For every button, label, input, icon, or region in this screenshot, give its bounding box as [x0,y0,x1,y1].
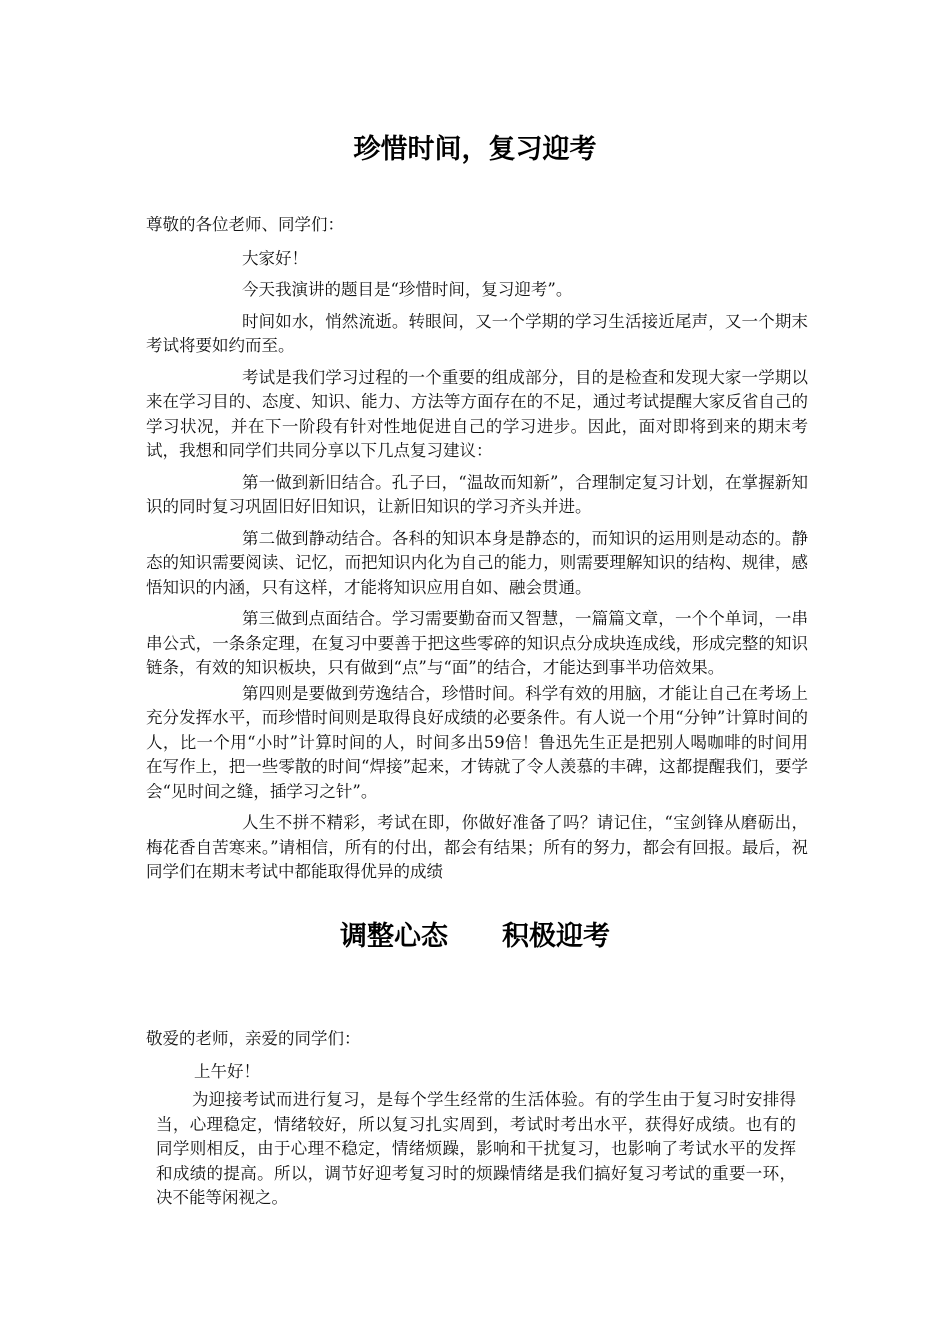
suggestion-4-paragraph: 第四则是要做到劳逸结合，珍惜时间。科学有效的用脑，才能让自己在考场上充分发挥水平，而珍惜时间则是取得良好成绩的必要条件。有人说一个用“分钟”计算时间的人，比一个用“小时”计算时间的人，时间多出59倍！鲁迅先生正是把别人喝咖啡的时间用在写作上，把一些零散的时间“焊接”起来，才铸就了令人羡慕的丰碑，这都提醒我们，要学会“见时间之缝，插学习之针”。 [146,683,808,801]
suggestion-2-paragraph: 第二做到静动结合。各科的知识本身是静态的，而知识的运用则是动态的。静态的知识需要阅读、记忆，而把知识内化为自己的能力，则需要理解知识的结构、规律，感悟知识的内涵，只有这样，才能将知识应用自如、融会贯通。 [146,528,808,597]
suggestion-1-paragraph: 第一做到新旧结合。孔子曰，“温故而知新”，合理制定复习计划，在掌握新知识的同时复习巩固旧好旧知识，让新旧知识的学习齐头并进。 [146,472,808,516]
speech-2-paragraph: 为迎接考试而进行复习，是每个学生经常的生活体验。有的学生由于复习时安排得当，心理稳定，情绪较好，所以复习扎实周到，考试时考出水平，获得好成绩。也有的同学则相反，由于心理不稳定，情绪烦躁，影响和干扰复习，也影响了考试水平的发挥和成绩的提高。所以，调节好迎考复习时的烦躁情绪是我们搞好复习考试的重要一环，决不能等闲视之。 [156,1090,796,1207]
speech-2-body [146,1027,796,1211]
suggestion-3-paragraph: 第三做到点面结合。学习需要勤奋而又智慧，一篇篇文章，一个个单词，一串串公式，一条条定理，在复习中要善于把这些零碎的知识点分成块连成线，形成完整的知识链条，有效的知识板块，只有做到“点”与“面”的结合，才能达到事半功倍效果。 [146,609,808,677]
topic-paragraph: 今天我演讲的题目是“珍惜时间，复习迎考”。 [242,280,573,299]
greeting-paragraph: 大家好！ [242,248,308,268]
intro-paragraph: 时间如水，悄然流逝。转眼间，又一个学期的学习生活接近尾声，又一个期末考试将要如约而至。 [146,311,808,355]
purpose-paragraph: 考试是我们学习过程的一个重要的组成部分，目的是检查和发现大家一学期以来在学习目的、态度、知识、能力、方法等方面存在的不足，通过考试提醒大家反省自己的学习状况，并在下一阶段有针对性地促进自己的学习进步。因此，面对即将到来的期末考试，我想和同学们共同分享以下几点复习建议： [146,367,808,460]
speech-title-2: 调整心态 积极迎考 [340,921,610,952]
closing-paragraph: 人生不拼不精彩，考试在即，你做好准备了吗？请记住，“宝剑锋从磨砺出，梅花香自苦寒来。”请相信，所有的付出，都会有结果；所有的努力，都会有回报。最后，祝同学们在期末考试中都能取得优异的成绩 [146,813,808,881]
greeting-2: 上午好！ [194,1061,260,1081]
salutation-1: 尊敬的各位老师、同学们： [146,215,344,234]
speech-1-body [146,213,808,885]
speech-title-1: 珍惜时间，复习迎考 [353,134,597,165]
salutation-2: 敬爱的老师，亲爱的同学们： [146,1029,361,1048]
